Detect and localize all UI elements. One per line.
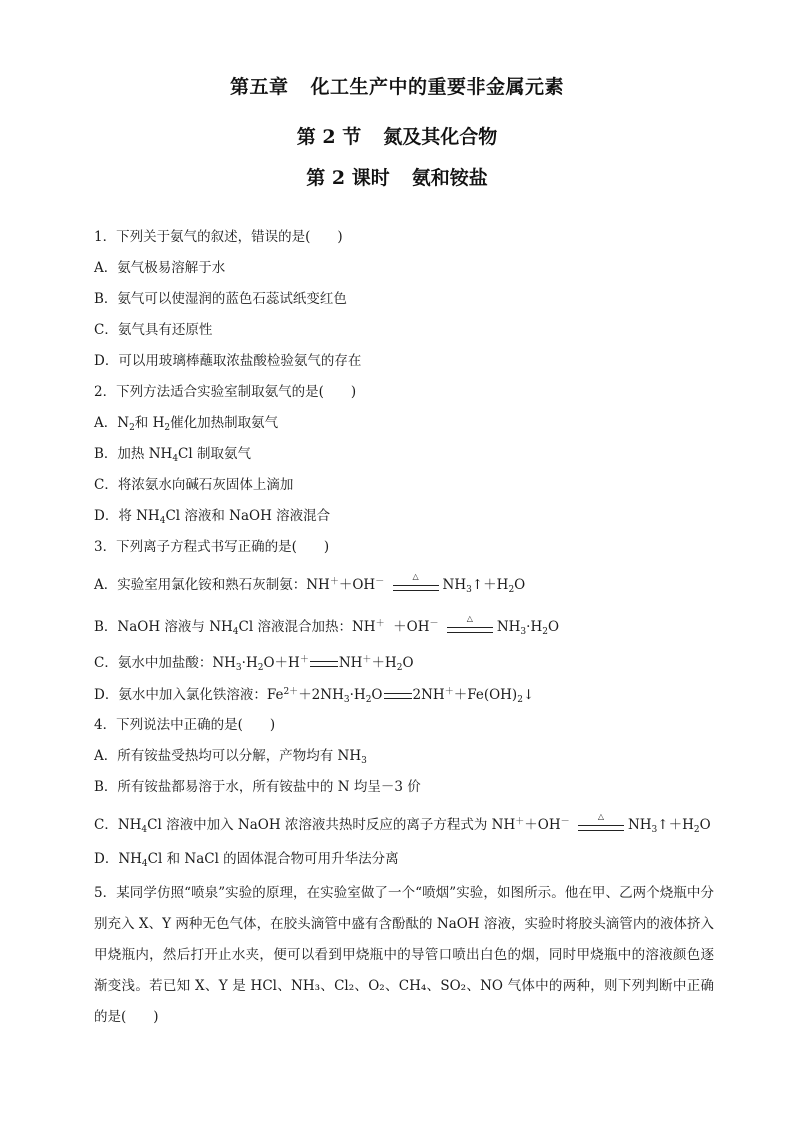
q4-option-d — [94, 853, 399, 869]
lesson-number: 第 2 课时 — [306, 167, 390, 189]
q4-c-sup: ＋ — [515, 817, 525, 827]
q3-a-sub: 2 — [508, 585, 515, 595]
q4-c-sub: 4 — [141, 825, 148, 835]
q3-b-text: O — [547, 619, 560, 635]
q3-c-text: O＋H — [263, 655, 300, 671]
q3-c-text: ＋H — [371, 655, 397, 671]
q3-a-sup: － — [375, 577, 385, 587]
q4-a-sub: 3 — [361, 756, 367, 766]
heat-symbol: △ — [412, 571, 419, 581]
q3-d-sub: 2 — [365, 695, 372, 705]
q3-c-sup: ＋ — [299, 655, 309, 665]
q3-option-b — [94, 613, 560, 637]
q3-d-sub: 2 — [517, 695, 523, 705]
q1-option-b: B．氨气可以使湿润的蓝色石蕊试纸变红色 — [94, 291, 347, 307]
heat-reaction-arrow — [445, 613, 495, 634]
q4-c-sub: 2 — [693, 825, 700, 835]
q4-d-sub: 4 — [141, 859, 148, 869]
q3-d-text: ↓ — [522, 687, 535, 703]
heat-reaction-arrow — [576, 811, 626, 832]
q2-d-text: D．将 NH — [94, 508, 160, 524]
q3-option-a — [94, 571, 526, 595]
q1-option-a: A．氨气极易溶解于水 — [94, 260, 226, 276]
q3-d-text: 2NH — [412, 687, 445, 703]
q3-a-text: ＋OH — [338, 577, 376, 593]
q2-stem: 2．下列方法适合实验室制取氨气的是( ) — [94, 384, 357, 400]
q2-b-text: B．加热 NH — [94, 446, 173, 462]
heat-reaction-arrow — [391, 571, 441, 592]
q3-d-sup: ＋ — [444, 687, 454, 697]
q4-option-a — [94, 750, 367, 766]
q4-c-text: O — [699, 817, 711, 833]
section-title — [0, 122, 794, 149]
q4-d-text: Cl 和 NaCl 的固体混合物可用升华法分离 — [147, 851, 399, 867]
q3-b-text: ·H — [526, 619, 543, 635]
q4-c-text: ＋OH — [524, 817, 561, 833]
q2-option-a — [94, 417, 278, 433]
q2-option-d — [94, 510, 330, 526]
section-number: 第 2 节 — [296, 126, 362, 148]
q3-a-sub: 3 — [466, 585, 472, 595]
section-name: 氮及其化合物 — [383, 126, 498, 148]
q3-a-text: O — [514, 577, 526, 593]
q3-a-text: NH — [442, 577, 467, 593]
heat-symbol: △ — [466, 613, 473, 623]
q3-b-sup: － — [429, 619, 439, 629]
lesson-name: 氨和铵盐 — [411, 167, 488, 189]
q4-c-text: NH — [627, 817, 652, 833]
q2-d-text: Cl 溶液和 NaOH 溶液混合 — [165, 508, 331, 524]
q3-c-text: NH — [338, 655, 363, 671]
q4-c-text: ↑＋H — [657, 817, 694, 833]
heat-symbol: △ — [597, 811, 605, 821]
q3-option-c — [94, 656, 414, 673]
q3-c-text: O — [402, 655, 414, 671]
q3-c-text: ·H — [241, 655, 258, 671]
q3-option-d — [94, 688, 534, 705]
q2-b-text: Cl 制取氨气 — [178, 446, 251, 462]
q2-a-sub: 2 — [129, 423, 135, 433]
q1-stem: 1．下列关于氨气的叙述，错误的是( ) — [94, 229, 343, 245]
q3-a-text: ↑＋H — [471, 577, 509, 593]
q3-c-sub: 2 — [257, 663, 264, 673]
q2-a-text: 和 H — [134, 415, 165, 431]
chapter-number: 第五章 — [229, 76, 289, 98]
q5-stem: 5．某同学仿照“喷泉”实验的原理，在实验室做了一个“喷烟”实验，如图所示。他在甲、乙两个烧瓶中分别充入 X、Y 两种无色气体，在胶头滴管中盛有含酚酞的 NaOH 溶液，实验时将胶头滴管内的液体挤入甲烧瓶内，然后打开止水夹，便可以看到甲烧瓶中的导管口喷出白色的烟，同时甲烧瓶中的溶液颜色逐渐变浅。若已知 X、Y 是 HCl、NH₃、Cl₂、O₂、CH₄、SO₂、NO 气体中的两种，则下列判断中正确的是( ) — [94, 885, 714, 1025]
q3-b-sub: 3 — [520, 627, 527, 637]
q3-a-sup: ＋ — [329, 577, 339, 587]
q3-c-text: C．氨水中加盐酸：NH — [94, 655, 236, 671]
q4-option-c — [94, 811, 711, 835]
q3-b-sub: 2 — [542, 627, 548, 637]
equals-sign — [310, 661, 338, 667]
q2-option-b — [94, 448, 251, 464]
q3-b-text: ＋OH — [384, 619, 430, 635]
q3-a-text: A．实验室用氯化铵和熟石灰制氨：NH — [94, 577, 330, 593]
q3-b-text: NH — [496, 619, 521, 635]
q4-d-text: D．NH — [94, 851, 142, 867]
q2-a-text: A．N — [94, 415, 130, 431]
q3-d-sub: 3 — [343, 695, 350, 705]
q1-option-c: C．氨气具有还原性 — [94, 322, 213, 338]
q4-c-sup: － — [560, 817, 570, 827]
q3-d-text: O — [371, 687, 383, 703]
q3-c-sup: ＋ — [362, 655, 372, 665]
q3-b-sub: 4 — [232, 627, 239, 637]
lesson-title — [0, 163, 794, 190]
q3-stem: 3．下列离子方程式书写正确的是( ) — [94, 539, 330, 555]
q3-d-text: ＋2NH — [298, 687, 344, 703]
q3-d-text: ＋Fe(OH) — [453, 687, 518, 703]
q4-option-b: B．所有铵盐都易溶于水，所有铵盐中的 N 均呈－3 价 — [94, 779, 421, 795]
chapter-name: 化工生产中的重要非金属元素 — [310, 76, 565, 98]
q3-b-text: B．NaOH 溶液与 NH — [94, 619, 233, 635]
q2-d-sub: 4 — [159, 516, 166, 526]
q4-stem: 4．下列说法中正确的是( ) — [94, 717, 276, 733]
q4-c-text: C．NH — [94, 817, 142, 833]
q3-c-sub: 2 — [396, 663, 403, 673]
equals-sign — [384, 693, 412, 699]
q2-b-sub: 4 — [172, 454, 179, 464]
q3-b-text: Cl 溶液混合加热：NH — [238, 619, 376, 635]
q4-c-text: Cl 溶液中加入 NaOH 浓溶液共热时反应的离子方程式为 NH — [147, 817, 516, 833]
q1-option-d: D．可以用玻璃棒蘸取浓盐酸检验氨气的存在 — [94, 353, 362, 369]
q3-d-sup: 2＋ — [283, 687, 299, 697]
q4-c-sub: 3 — [651, 825, 658, 835]
q3-d-text: ·H — [349, 687, 366, 703]
q3-d-text: D．氨水中加入氯化铁溶液：Fe — [94, 687, 284, 703]
q2-a-sub: 2 — [164, 423, 171, 433]
chapter-title — [0, 72, 794, 99]
q2-a-text: 催化加热制取氨气 — [170, 415, 279, 431]
q4-a-text: A．所有铵盐受热均可以分解，产物均有 NH — [94, 748, 362, 764]
q2-option-c: C．将浓氨水向碱石灰固体上滴加 — [94, 477, 294, 493]
q3-c-sub: 3 — [235, 663, 242, 673]
q3-b-sup: ＋ — [375, 619, 385, 629]
